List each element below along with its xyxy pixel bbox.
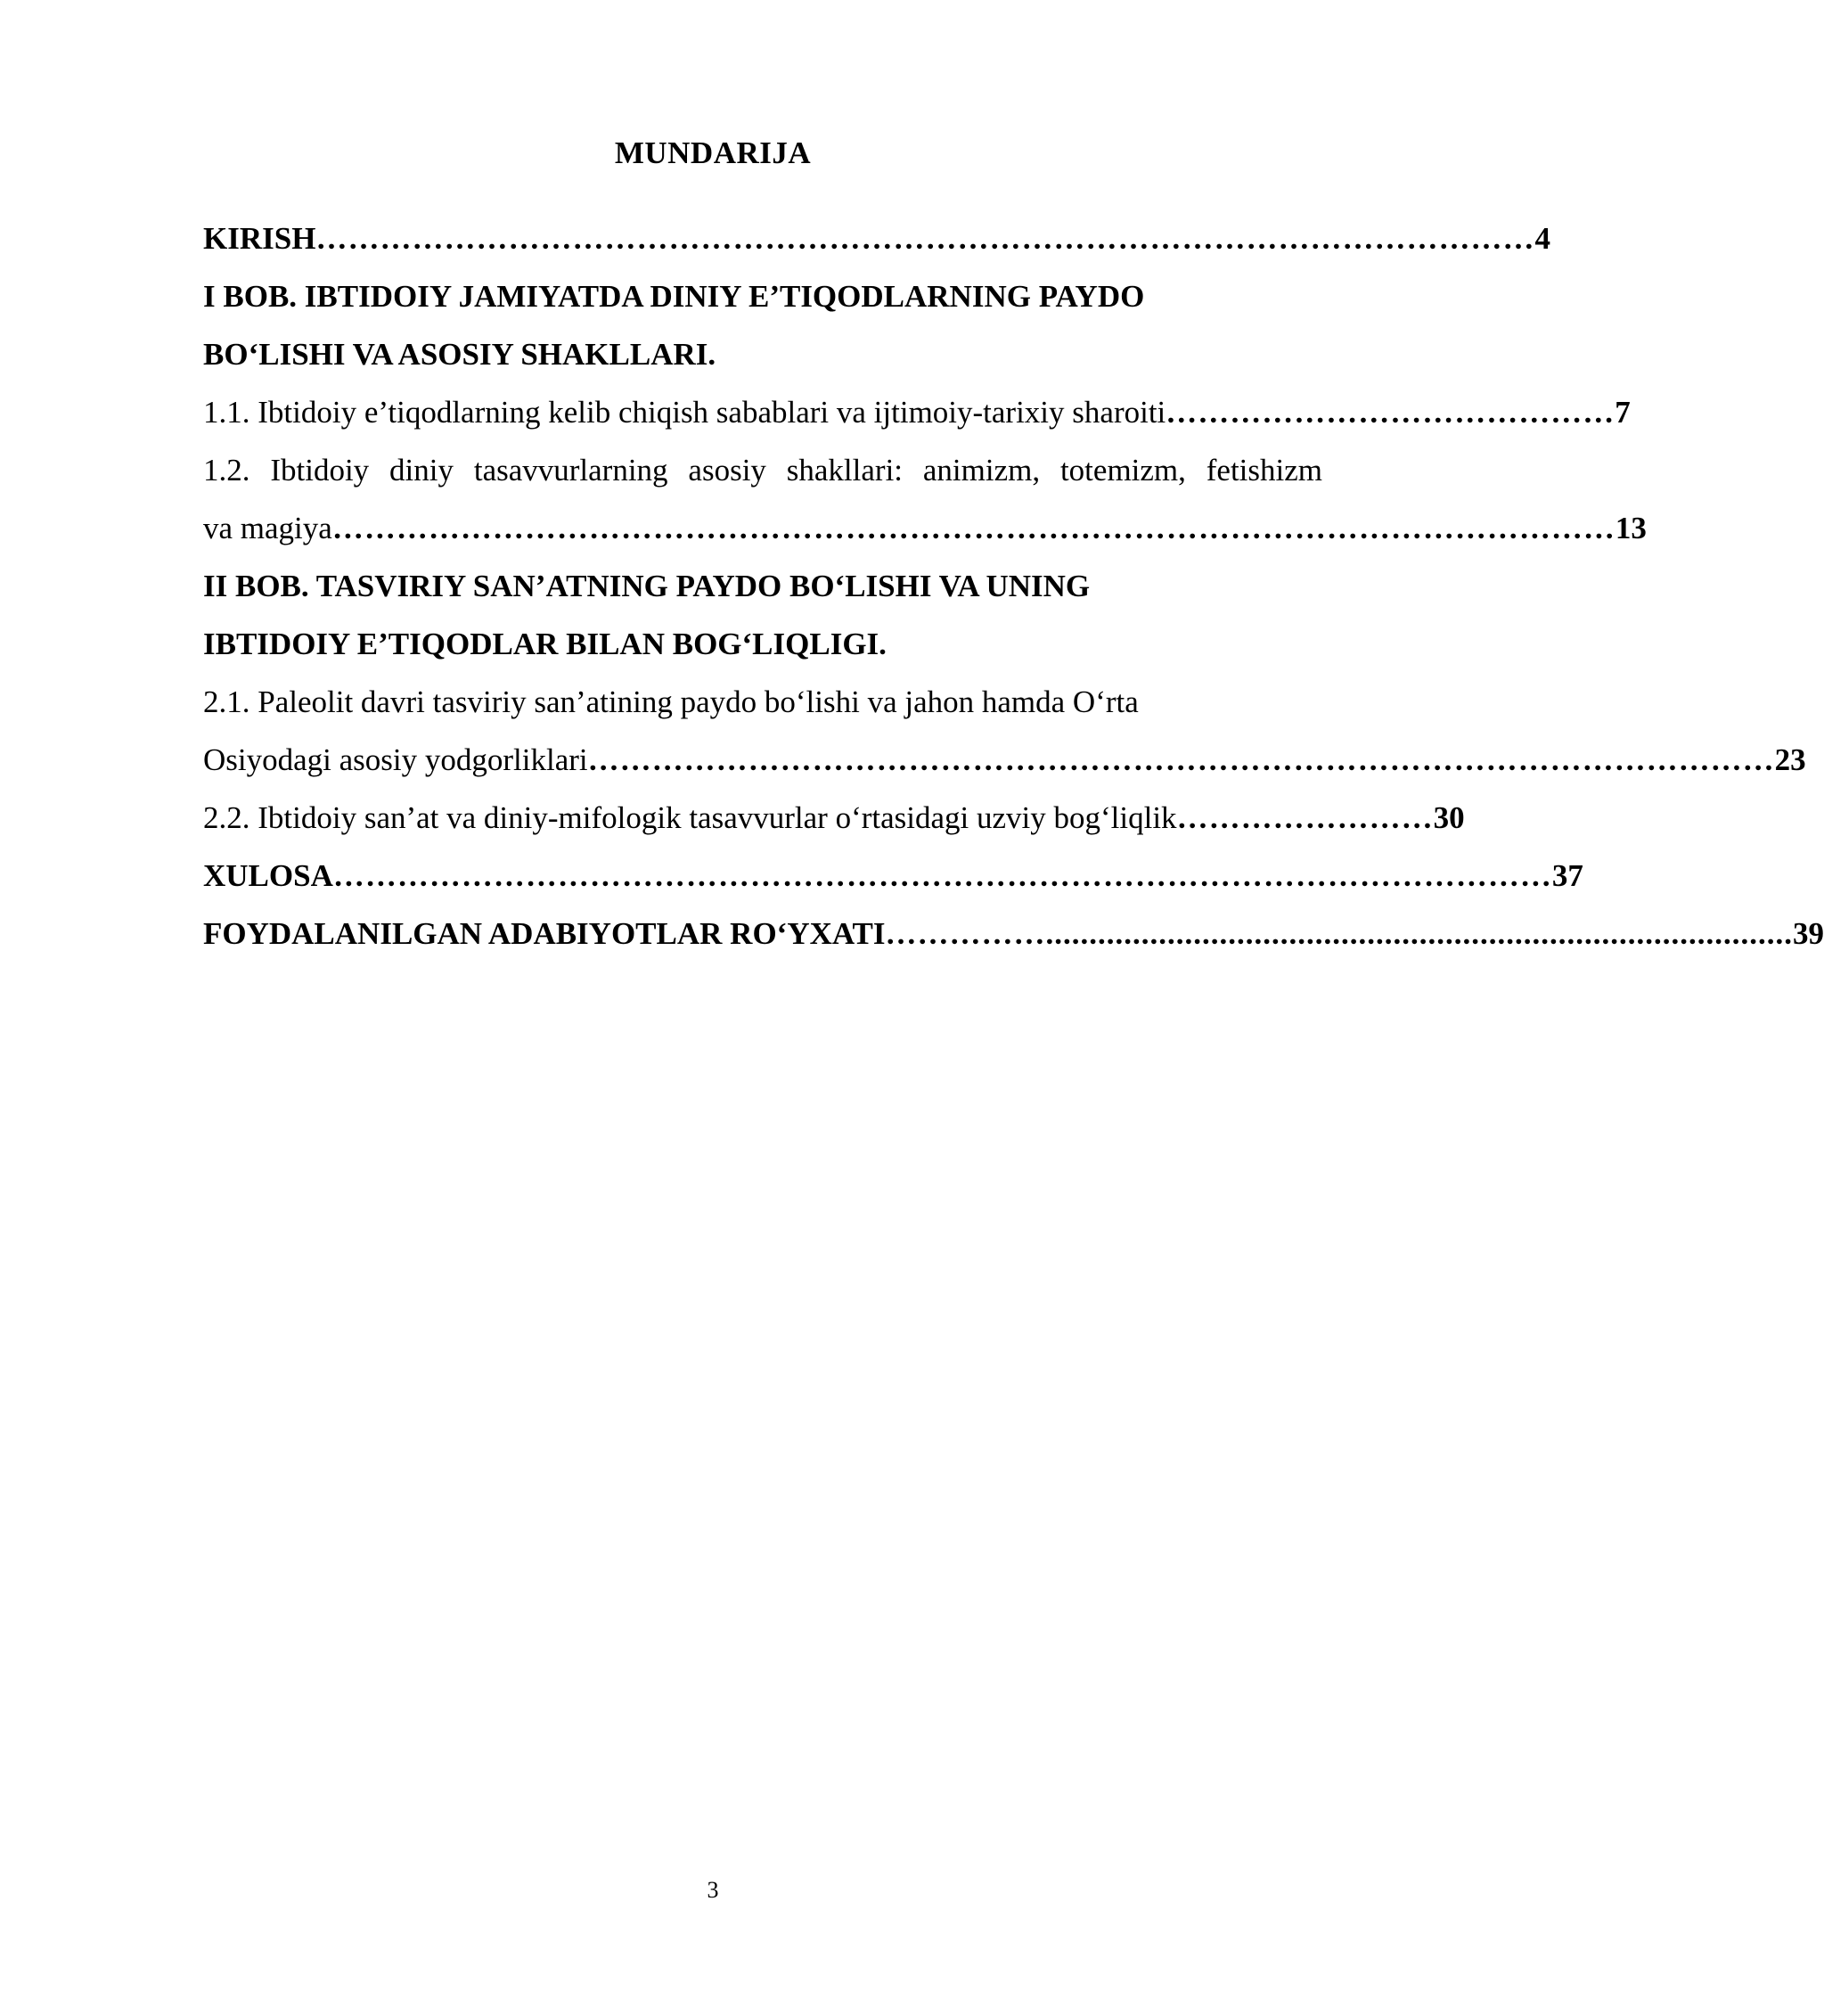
toc-entry-1-1	[203, 383, 1631, 441]
toc-entry-1-2-line-2	[203, 499, 1647, 557]
page-number: 3	[707, 1877, 719, 1903]
toc-entry-2-1-line-2	[203, 731, 1806, 789]
toc-entry-2-1-line-1: 2.1. Paleolit davri tasviriy san’atining paydo bo‘lishi va jahon hamda O‘rta	[203, 684, 1139, 719]
toc-page-number: 30	[1433, 800, 1465, 835]
toc-chapter-2-heading-line-2: IBTIDOIY E’TIQODLAR BILAN BOG‘LIQLIGI.	[203, 627, 887, 661]
toc-entry-text: KIRISH	[203, 221, 316, 256]
toc-chapter-1-heading-line-2: BO‘LISHI VA ASOSIY SHAKLLARI.	[203, 337, 716, 372]
toc-entry-text: 1.1. Ibtidoiy e’tiqodlarning kelib chiqish sabablari va ijtimoiy-tarixiy sharoiti	[203, 395, 1166, 430]
toc-page-number: 23	[1774, 742, 1806, 777]
toc-entry-text: 2.2. Ibtidoiy san’at va diniy-mifologik tasavvurlar o‘rtasidagi uzviy bog‘liqlik	[203, 800, 1177, 835]
toc-entry-adabiyotlar	[203, 905, 1824, 963]
dot-leader: ……………......................................................................................	[885, 916, 1794, 951]
toc-entry-kirish	[203, 209, 1550, 267]
toc-chapter-1-heading-line-1: I BOB. IBTIDOIY JAMIYATDA DINIY E’TIQODLARNING PAYDO	[203, 279, 1145, 314]
toc-page-number: 4	[1534, 221, 1550, 256]
toc-entry-xulosa	[203, 847, 1583, 905]
dot-leader: ……………………………………………………………………………………………………	[315, 221, 1535, 256]
dot-leader: …………………………………………………………………………………………………	[587, 742, 1775, 777]
table-of-contents	[203, 209, 1824, 963]
toc-chapter-2-heading-line-1: II BOB. TASVIRIY SAN’ATNING PAYDO BO‘LISHI VA UNING	[203, 569, 1091, 603]
dot-leader: ……………………………………………………………………………………………………	[332, 858, 1552, 893]
dot-leader: …………………………………………………………………………………………………………	[331, 511, 1615, 545]
toc-entry-1-2-line-1: 1.2. Ibtidoiy diniy tasavvurlarning asosiy shakllari: animizm, totemizm, fetishizm	[203, 453, 1322, 488]
dot-leader: ……………………	[1176, 800, 1434, 835]
toc-entry-text: Osiyodagi asosiy yodgorliklari	[203, 742, 588, 777]
toc-page-number: 7	[1615, 395, 1631, 430]
toc-page-number: 39	[1793, 916, 1824, 951]
toc-page-number: 37	[1551, 858, 1583, 893]
toc-page-number: 13	[1615, 511, 1647, 545]
toc-entry-text: XULOSA	[203, 858, 333, 893]
toc-entry-2-2	[203, 789, 1465, 847]
page-title: MUNDARIJA	[614, 135, 812, 170]
toc-entry-text: FOYDALANILGAN ADABIYOTLAR RO‘YXATI	[203, 916, 886, 951]
dot-leader: ……………………………………	[1166, 395, 1615, 430]
toc-entry-text: va magiya	[203, 511, 332, 545]
